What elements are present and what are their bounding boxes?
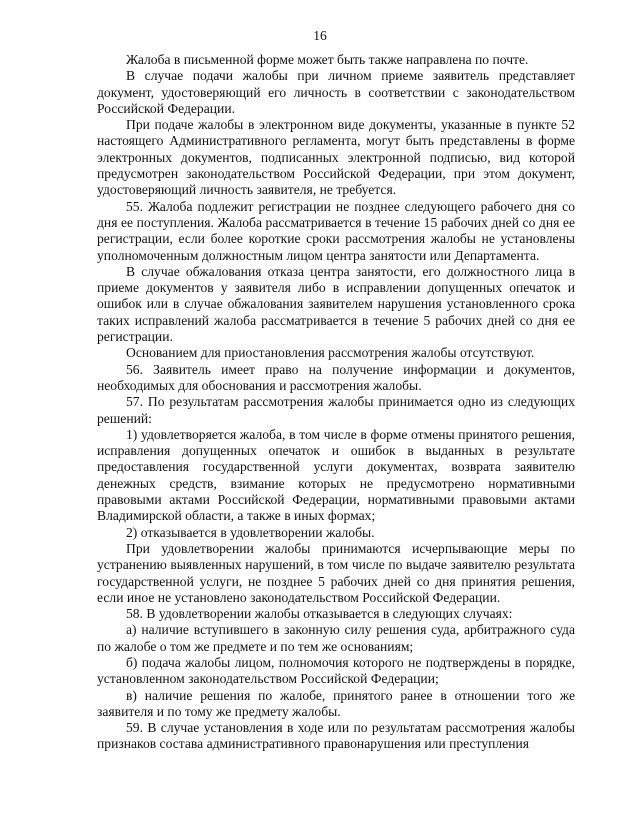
- paragraph-58-item-a: а) наличие вступившего в законную силу решения суда, арбитражного суда по жалобе о том же предмете и по тем же основаниям;: [97, 622, 575, 654]
- paragraph-refusal-appeal: В случае обжалования отказа центра занятости, его должностного лица в приеме документов у заявителя либо в исправлении допущенных опечаток и ошибок или в случае обжалования заявителем нарушения установленного срока таких исправлений жалоба рассматривается в течение 5 рабочих дней со дня ее регистрации.: [97, 263, 575, 345]
- paragraph-mail-submission: Жалоба в письменной форме может быть также направлена по почте.: [126, 52, 529, 67]
- paragraph-personal-reception: В случае подачи жалобы при личном приеме заявитель представляет документ, удостоверяющий его личность в соответствии с законодательством Российской Федерации.: [97, 68, 575, 116]
- paragraph-56-information-right: 56. Заявитель имеет право на получение информации и документов, необходимых для обоснования и рассмотрения жалобы.: [97, 361, 575, 393]
- page-number: 16: [313, 28, 327, 43]
- paragraph-55-registration: 55. Жалоба подлежит регистрации не позднее следующего рабочего дня со дня ее поступления. Жалоба рассматривается в течение 15 рабочих дней со дня ее регистрации, если более короткие сроки рассмотрения жалобы не установлены уполномоченным должностным лицом центра занятости или Департамента.: [97, 198, 575, 263]
- paragraph-57-item-2: 2) отказывается в удовлетворении жалобы.: [126, 524, 375, 540]
- paragraph-58-item-b: б) подача жалобы лицом, полномочия которого не подтверждены в порядке, установленном законодательством Российской Федерации;: [97, 654, 575, 687]
- paragraph-57-results: 57. По результатам рассмотрения жалобы принимается одно из следующих решений:: [97, 394, 575, 426]
- paragraph-58-refusal-cases: 58. В удовлетворении жалобы отказывается в следующих случаях:: [126, 606, 513, 622]
- paragraph-satisfaction-measures: При удовлетворении жалобы принимаются исчерпывающие меры по устранению выявленных нарушений, в том числе по выдаче заявителю результата государственной услуги, не позднее 5 рабочих дней со дня принятия решения, если иное не установлено законодательством Российской Федерации.: [97, 540, 575, 605]
- paragraph-58-item-c: в) наличие решения по жалобе, принятого ранее в отношении того же заявителя и по тому же предмету жалобы.: [97, 687, 575, 719]
- document-body: [97, 52, 575, 753]
- paragraph-suspension-grounds: Основанием для приостановления рассмотрения жалобы отсутствуют.: [126, 345, 535, 361]
- paragraph-59-violations: 59. В случае установления в ходе или по результатам рассмотрения жалобы признаков состава административного правонарушения или преступления: [97, 720, 575, 752]
- paragraph-electronic-submission: При подаче жалобы в электронном виде документы, указанные в пункте 52 настоящего Административного регламента, могут быть представлены в форме электронных документов, подписанных электронной подписью, вид которой предусмотрен законодательством Российской Федерации, при этом документ, удостоверяющий личность заявителя, не требуется.: [97, 117, 575, 198]
- paragraph-57-item-1: 1) удовлетворяется жалоба, в том числе в форме отмены принятого решения, исправления допущенных опечаток и ошибок в выданных в результате предоставления государственной услуги документах, возврата заявителю денежных средств, взимание которых не предусмотрено нормативными правовыми актами Российской Федерации, нормативными правовыми актами Владимирской области, а также в иных формах;: [97, 426, 575, 524]
